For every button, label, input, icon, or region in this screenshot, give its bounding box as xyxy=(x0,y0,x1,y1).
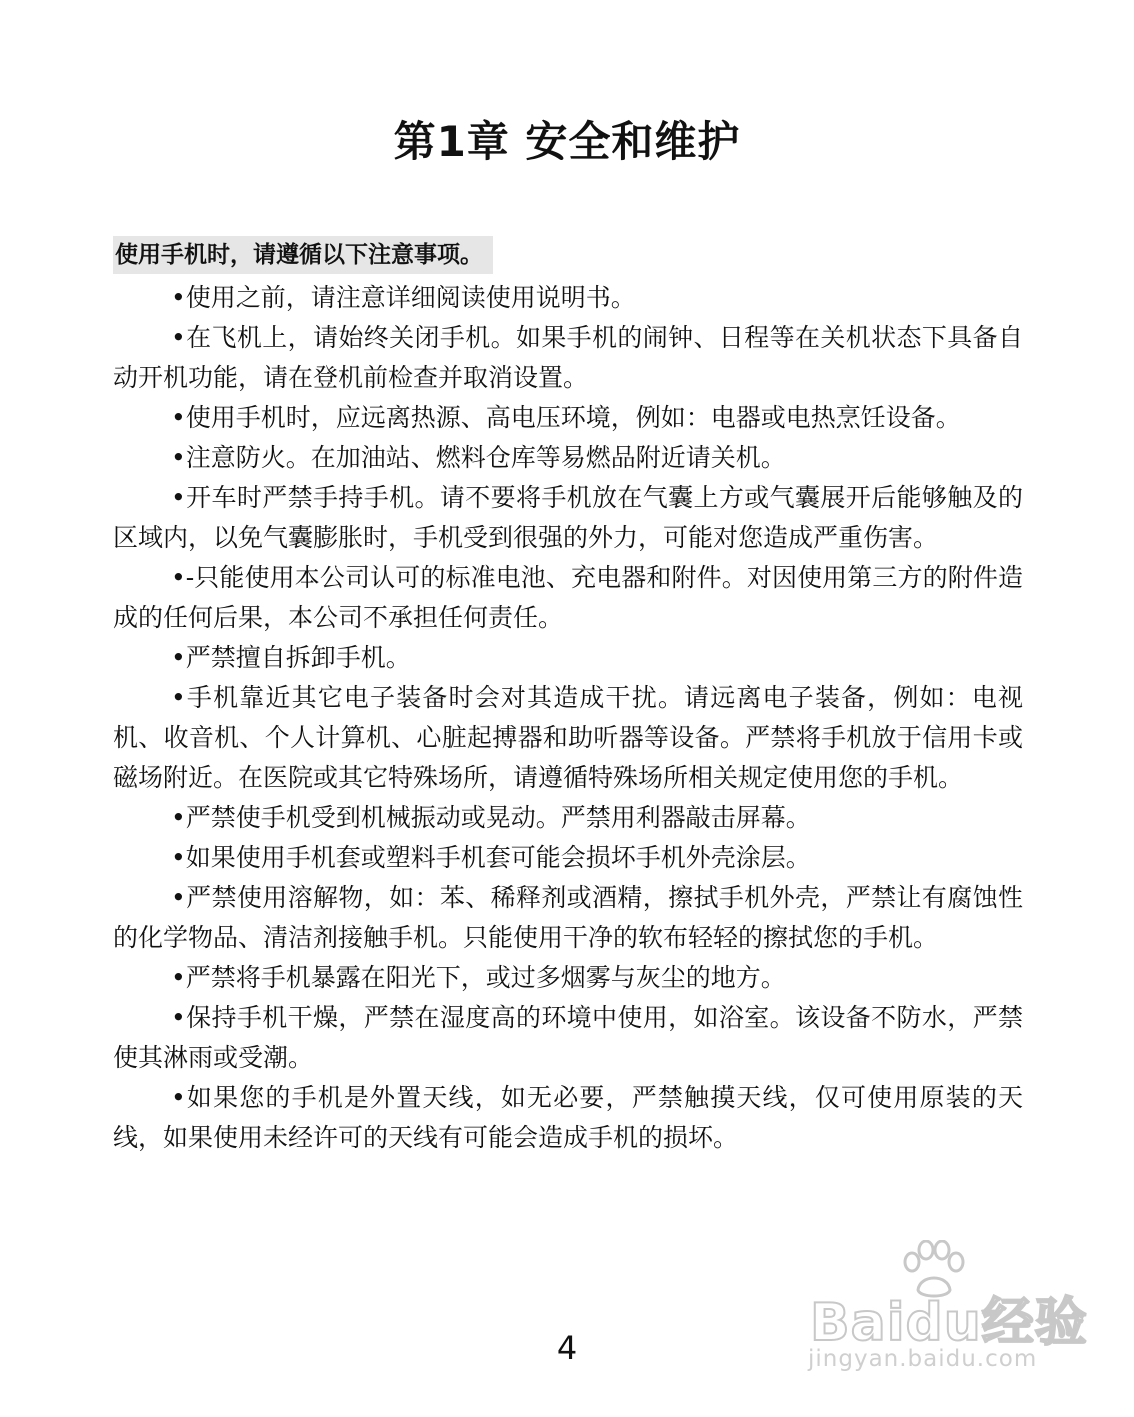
paragraph: •严禁擅自拆卸手机。 xyxy=(171,643,411,672)
paragraph: •如果使用手机套或塑料手机套可能会损坏手机外壳涂层。 xyxy=(171,843,811,872)
section-heading: 使用手机时，请遵循以下注意事项。 xyxy=(113,236,493,274)
paragraph: •严禁将手机暴露在阳光下，或过多烟雾与灰尘的地方。 xyxy=(171,963,786,992)
paragraph: •保持手机干燥，严禁在湿度高的环境中使用，如浴室。该设备不防水，严禁使其淋雨或受潮。 xyxy=(113,1003,1023,1072)
page-number: 4 xyxy=(556,1329,578,1367)
paragraph: •使用手机时，应远离热源、高电压环境，例如：电器或电热烹饪设备。 xyxy=(171,403,961,432)
paragraph: •使用之前，请注意详细阅读使用说明书。 xyxy=(171,283,636,312)
page-title: 第1章 安全和维护 xyxy=(393,117,741,166)
watermark-logo: Baidu经验 xyxy=(810,1293,1088,1353)
paragraph: •-只能使用本公司认可的标准电池、充电器和附件。对因使用第三方的附件造成的任何后果，本公司不承担任何责任。 xyxy=(113,563,1023,632)
document-body xyxy=(113,278,1023,1158)
paragraph: •开车时严禁手持手机。请不要将手机放在气囊上方或气囊展开后能够触及的区域内，以免气囊膨胀时，手机受到很强的外力，可能对您造成严重伤害。 xyxy=(113,483,1023,552)
paragraph: •注意防火。在加油站、燃料仓库等易燃品附近请关机。 xyxy=(171,443,786,472)
paragraph: •如果您的手机是外置天线，如无必要，严禁触摸天线，仅可使用原装的天线，如果使用未经许可的天线有可能会造成手机的损坏。 xyxy=(113,1083,1023,1152)
paragraph: •严禁使手机受到机械振动或晃动。严禁用利器敲击屏幕。 xyxy=(171,803,811,832)
paragraph: •在飞机上，请始终关闭手机。如果手机的闹钟、日程等在关机状态下具备自动开机功能，请在登机前检查并取消设置。 xyxy=(113,323,1023,392)
watermark-url: jingyan.baidu.com xyxy=(808,1346,1038,1372)
paragraph: •手机靠近其它电子装备时会对其造成干扰。请远离电子装备，例如：电视机、收音机、个人计算机、心脏起搏器和助听器等设备。严禁将手机放于信用卡或磁场附近。在医院或其它特殊场所，请遵循特殊场所相关规定使用您的手机。 xyxy=(113,683,1023,792)
watermark xyxy=(800,1240,1088,1380)
paragraph: •严禁使用溶解物，如：苯、稀释剂或酒精，擦拭手机外壳，严禁让有腐蚀性的化学物品、清洁剂接触手机。只能使用干净的软布轻轻的擦拭您的手机。 xyxy=(113,883,1023,952)
